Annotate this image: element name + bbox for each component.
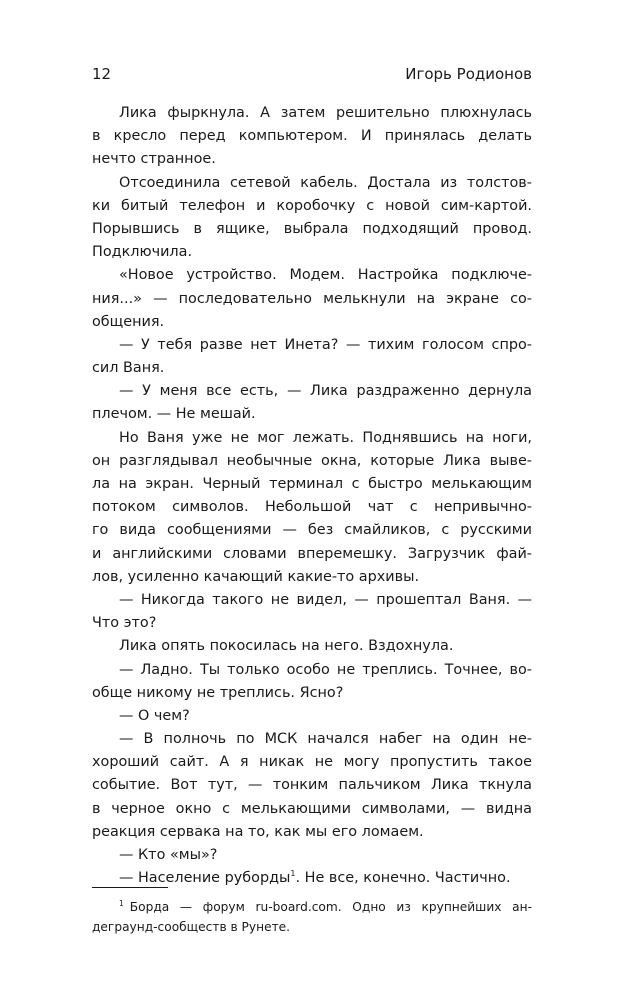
text-line: Что это? xyxy=(92,615,157,632)
text-line: в кресло перед компьютером. И принялась делать xyxy=(92,128,532,145)
text-line: лов, усиленно качающий какие-то архивы. xyxy=(92,568,420,585)
text-line: ла на экран. Черный терминал с быстро мелькающим xyxy=(92,476,532,492)
text-line: ки битый телефон и коробочку с новой сим-картой. xyxy=(92,197,532,214)
text-line: Подключила. xyxy=(92,244,193,261)
text-line: «Новое устройство. Модем. Настройка подключе- xyxy=(119,267,532,284)
text-line: сил Ваня. xyxy=(92,360,165,377)
footnote-reference: 1 xyxy=(290,869,296,879)
footnote-text: Борда — форум ru-board.com. Одно из крупнейших ан- xyxy=(129,900,532,914)
text-line: нечто странное. xyxy=(92,151,216,168)
text-line: событие. Вот тут, — тонким пальчиком Лика ткнула xyxy=(92,777,532,794)
footnote-line xyxy=(92,897,532,917)
text-line: ния...» — последовательно мелькнули на экране со- xyxy=(92,290,532,307)
text-segment: . Не все, конечно. Частично. xyxy=(295,870,511,887)
text-line: Но Ваня уже не мог лежать. Поднявшись на ноги, xyxy=(119,429,532,446)
text-line: — Ладно. Ты только особо не треплись. Точнее, во- xyxy=(119,661,532,678)
book-page xyxy=(92,0,532,1000)
text-line: Отсоединила сетевой кабель. Достала из толстов- xyxy=(119,174,532,191)
text-line: — Кто «мы»? xyxy=(119,847,218,863)
body-text xyxy=(92,102,532,890)
text-segment: — Население руборды xyxy=(119,870,291,887)
running-title: Игорь Родионов xyxy=(405,65,532,83)
text-line: реакция сервака на то, как мы его ломаем. xyxy=(92,823,424,840)
footnotes xyxy=(92,897,532,937)
text-line: — В полночь по МСК начался набег на один не- xyxy=(119,731,532,748)
text-line: хороший сайт. А я никак не могу пропустить такое xyxy=(92,754,532,771)
text-line: он разглядывал необычные окна, которые Лика выве- xyxy=(92,452,532,469)
page-number: 12 xyxy=(92,65,112,83)
text-line: го вида сообщениями — без смайликов, с русскими xyxy=(92,522,532,539)
text-line: — У меня все есть, — Лика раздраженно дернула xyxy=(119,383,532,400)
text-line: Порывшись в ящике, выбрала подходящий провод. xyxy=(92,220,532,237)
text-line: общения. xyxy=(92,313,165,330)
text-line: — О чем? xyxy=(119,707,190,724)
text-line: в черное окно с мелькающими символами, — видна xyxy=(92,800,532,817)
footnote-divider xyxy=(92,887,168,888)
footnote-marker: 1 xyxy=(119,899,124,908)
text-line: плечом. — Не мешай. xyxy=(92,406,256,423)
text-line: обще никому не треплись. Ясно? xyxy=(92,684,344,701)
text-line: — Никогда такого не видел, — прошептал Ваня. — xyxy=(119,591,532,608)
page-header xyxy=(92,63,532,85)
footnote-line: деграунд-сообществ в Рунете. xyxy=(92,920,291,934)
text-line: и английскими словами вперемешку. Загрузчик фай- xyxy=(92,545,532,562)
text-line: Лика опять покосилась на него. Вздохнула. xyxy=(119,638,454,655)
text-line: потоком символов. Небольшой чат с непривычно- xyxy=(92,499,532,516)
text-line: Лика фыркнула. А затем решительно плюхнулась xyxy=(119,105,532,121)
text-line: — У тебя разве нет Инета? — тихим голосом спро- xyxy=(119,336,532,353)
